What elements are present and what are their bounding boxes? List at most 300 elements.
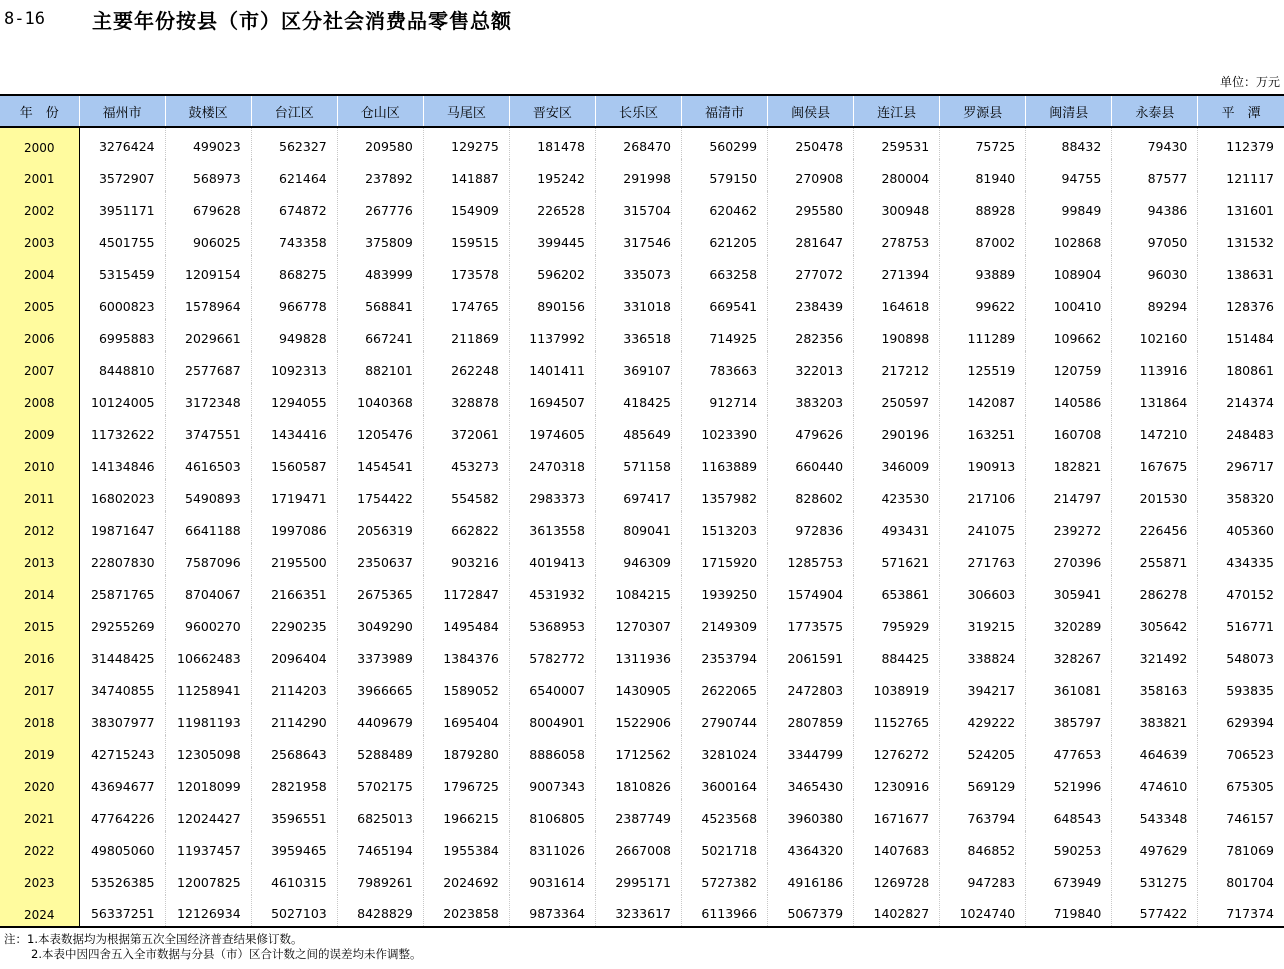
value-cell: 719840 xyxy=(1026,895,1112,927)
value-cell: 140586 xyxy=(1026,383,1112,415)
value-cell: 295580 xyxy=(768,191,854,223)
value-cell: 663258 xyxy=(681,255,767,287)
value-cell: 1589052 xyxy=(423,671,509,703)
value-cell: 100410 xyxy=(1026,287,1112,319)
value-cell: 4610315 xyxy=(251,863,337,895)
value-cell: 717374 xyxy=(1198,895,1284,927)
value-cell: 125519 xyxy=(940,351,1026,383)
value-cell: 31448425 xyxy=(79,639,165,671)
value-cell: 142087 xyxy=(940,383,1026,415)
value-cell: 516771 xyxy=(1198,607,1284,639)
value-cell: 182821 xyxy=(1026,447,1112,479)
value-cell: 12126934 xyxy=(165,895,251,927)
value-cell: 621464 xyxy=(251,159,337,191)
value-cell: 2675365 xyxy=(337,575,423,607)
value-cell: 4501755 xyxy=(79,223,165,255)
value-cell: 195242 xyxy=(509,159,595,191)
value-cell: 1939250 xyxy=(681,575,767,607)
value-cell: 160708 xyxy=(1026,415,1112,447)
value-cell: 1578964 xyxy=(165,287,251,319)
value-cell: 483999 xyxy=(337,255,423,287)
value-cell: 250478 xyxy=(768,127,854,159)
value-cell: 271763 xyxy=(940,543,1026,575)
value-cell: 346009 xyxy=(854,447,940,479)
value-cell: 11732622 xyxy=(79,415,165,447)
value-cell: 214374 xyxy=(1198,383,1284,415)
table-row xyxy=(0,383,1284,415)
value-cell: 912714 xyxy=(681,383,767,415)
value-cell: 8004901 xyxy=(509,703,595,735)
value-cell: 1294055 xyxy=(251,383,337,415)
value-cell: 801704 xyxy=(1198,863,1284,895)
value-cell: 568973 xyxy=(165,159,251,191)
value-cell: 1407683 xyxy=(854,831,940,863)
value-cell: 493431 xyxy=(854,511,940,543)
value-cell: 554582 xyxy=(423,479,509,511)
value-cell: 281647 xyxy=(768,223,854,255)
table-row xyxy=(0,767,1284,799)
year-cell: 2023 xyxy=(0,863,79,895)
value-cell: 89294 xyxy=(1112,287,1198,319)
value-cell: 108904 xyxy=(1026,255,1112,287)
table-row xyxy=(0,511,1284,543)
value-cell: 383203 xyxy=(768,383,854,415)
footnote-1: 注：1.本表数据均为根据第五次全国经济普查结果修订数。 xyxy=(4,932,303,946)
value-cell: 746157 xyxy=(1198,799,1284,831)
table-row xyxy=(0,255,1284,287)
value-cell: 3049290 xyxy=(337,607,423,639)
value-cell: 6825013 xyxy=(337,799,423,831)
table-row xyxy=(0,351,1284,383)
value-cell: 3344799 xyxy=(768,735,854,767)
value-cell: 138631 xyxy=(1198,255,1284,287)
value-cell: 667241 xyxy=(337,319,423,351)
value-cell: 317546 xyxy=(595,223,681,255)
value-cell: 270908 xyxy=(768,159,854,191)
value-cell: 43694677 xyxy=(79,767,165,799)
value-cell: 282356 xyxy=(768,319,854,351)
value-cell: 19871647 xyxy=(79,511,165,543)
table-row xyxy=(0,863,1284,895)
value-cell: 453273 xyxy=(423,447,509,479)
value-cell: 590253 xyxy=(1026,831,1112,863)
value-cell: 335073 xyxy=(595,255,681,287)
value-cell: 305941 xyxy=(1026,575,1112,607)
value-cell: 131864 xyxy=(1112,383,1198,415)
value-cell: 271394 xyxy=(854,255,940,287)
table-row xyxy=(0,479,1284,511)
value-cell: 662822 xyxy=(423,511,509,543)
value-cell: 5027103 xyxy=(251,895,337,927)
value-cell: 147210 xyxy=(1112,415,1198,447)
value-cell: 1401411 xyxy=(509,351,595,383)
value-cell: 12305098 xyxy=(165,735,251,767)
value-cell: 679628 xyxy=(165,191,251,223)
value-cell: 331018 xyxy=(595,287,681,319)
year-cell: 2009 xyxy=(0,415,79,447)
value-cell: 12018099 xyxy=(165,767,251,799)
value-cell: 305642 xyxy=(1112,607,1198,639)
value-cell: 9007343 xyxy=(509,767,595,799)
value-cell: 1773575 xyxy=(768,607,854,639)
value-cell: 375809 xyxy=(337,223,423,255)
value-cell: 358320 xyxy=(1198,479,1284,511)
value-cell: 4916186 xyxy=(768,863,854,895)
value-cell: 548073 xyxy=(1198,639,1284,671)
value-cell: 8704067 xyxy=(165,575,251,607)
value-cell: 81940 xyxy=(940,159,1026,191)
year-cell: 2016 xyxy=(0,639,79,671)
value-cell: 2166351 xyxy=(251,575,337,607)
value-cell: 1152765 xyxy=(854,703,940,735)
value-cell: 2023858 xyxy=(423,895,509,927)
value-cell: 320289 xyxy=(1026,607,1112,639)
value-cell: 328878 xyxy=(423,383,509,415)
value-cell: 16802023 xyxy=(79,479,165,511)
value-cell: 7989261 xyxy=(337,863,423,895)
value-cell: 621205 xyxy=(681,223,767,255)
value-cell: 286278 xyxy=(1112,575,1198,607)
footnotes xyxy=(4,932,421,962)
retail-sales-table xyxy=(0,94,1284,928)
value-cell: 2821958 xyxy=(251,767,337,799)
value-cell: 29255269 xyxy=(79,607,165,639)
value-cell: 42715243 xyxy=(79,735,165,767)
column-header: 闽侯县 xyxy=(768,95,854,127)
value-cell: 238439 xyxy=(768,287,854,319)
value-cell: 4531932 xyxy=(509,575,595,607)
column-header: 福清市 xyxy=(681,95,767,127)
value-cell: 9031614 xyxy=(509,863,595,895)
value-cell: 3613558 xyxy=(509,511,595,543)
value-cell: 1430905 xyxy=(595,671,681,703)
value-cell: 3281024 xyxy=(681,735,767,767)
value-cell: 2577687 xyxy=(165,351,251,383)
value-cell: 10124005 xyxy=(79,383,165,415)
value-cell: 2353794 xyxy=(681,639,767,671)
value-cell: 1513203 xyxy=(681,511,767,543)
value-cell: 1454541 xyxy=(337,447,423,479)
value-cell: 2290235 xyxy=(251,607,337,639)
value-cell: 306603 xyxy=(940,575,1026,607)
value-cell: 1357982 xyxy=(681,479,767,511)
value-cell: 290196 xyxy=(854,415,940,447)
value-cell: 151484 xyxy=(1198,319,1284,351)
value-cell: 93889 xyxy=(940,255,1026,287)
table-row xyxy=(0,319,1284,351)
value-cell: 267776 xyxy=(337,191,423,223)
value-cell: 763794 xyxy=(940,799,1026,831)
value-cell: 593835 xyxy=(1198,671,1284,703)
table-row xyxy=(0,703,1284,735)
value-cell: 1879280 xyxy=(423,735,509,767)
value-cell: 11258941 xyxy=(165,671,251,703)
table-row xyxy=(0,895,1284,927)
value-cell: 828602 xyxy=(768,479,854,511)
value-cell: 270396 xyxy=(1026,543,1112,575)
column-header: 仓山区 xyxy=(337,95,423,127)
column-header-year: 年 份 xyxy=(0,95,79,127)
column-header: 平 潭 xyxy=(1198,95,1284,127)
value-cell: 209580 xyxy=(337,127,423,159)
value-cell: 2387749 xyxy=(595,799,681,831)
value-cell: 336518 xyxy=(595,319,681,351)
value-cell: 248483 xyxy=(1198,415,1284,447)
value-cell: 405360 xyxy=(1198,511,1284,543)
value-cell: 131601 xyxy=(1198,191,1284,223)
value-cell: 1024740 xyxy=(940,895,1026,927)
value-cell: 167675 xyxy=(1112,447,1198,479)
value-cell: 321492 xyxy=(1112,639,1198,671)
value-cell: 1230916 xyxy=(854,767,940,799)
value-cell: 571158 xyxy=(595,447,681,479)
value-cell: 477653 xyxy=(1026,735,1112,767)
value-cell: 2568643 xyxy=(251,735,337,767)
value-cell: 1276272 xyxy=(854,735,940,767)
value-cell: 2114203 xyxy=(251,671,337,703)
value-cell: 121117 xyxy=(1198,159,1284,191)
value-cell: 255871 xyxy=(1112,543,1198,575)
year-cell: 2013 xyxy=(0,543,79,575)
value-cell: 560299 xyxy=(681,127,767,159)
value-cell: 1974605 xyxy=(509,415,595,447)
value-cell: 164618 xyxy=(854,287,940,319)
value-cell: 1285753 xyxy=(768,543,854,575)
table-row xyxy=(0,287,1284,319)
value-cell: 159515 xyxy=(423,223,509,255)
value-cell: 3596551 xyxy=(251,799,337,831)
value-cell: 361081 xyxy=(1026,671,1112,703)
value-cell: 34740855 xyxy=(79,671,165,703)
year-cell: 2001 xyxy=(0,159,79,191)
year-cell: 2021 xyxy=(0,799,79,831)
value-cell: 1270307 xyxy=(595,607,681,639)
value-cell: 102160 xyxy=(1112,319,1198,351)
value-cell: 596202 xyxy=(509,255,595,287)
value-cell: 429222 xyxy=(940,703,1026,735)
value-cell: 214797 xyxy=(1026,479,1112,511)
value-cell: 141887 xyxy=(423,159,509,191)
value-cell: 2667008 xyxy=(595,831,681,863)
value-cell: 966778 xyxy=(251,287,337,319)
value-cell: 972836 xyxy=(768,511,854,543)
value-cell: 328267 xyxy=(1026,639,1112,671)
column-header: 福州市 xyxy=(79,95,165,127)
table-row xyxy=(0,831,1284,863)
value-cell: 319215 xyxy=(940,607,1026,639)
value-cell: 47764226 xyxy=(79,799,165,831)
value-cell: 669541 xyxy=(681,287,767,319)
value-cell: 1172847 xyxy=(423,575,509,607)
column-header: 连江县 xyxy=(854,95,940,127)
year-cell: 2005 xyxy=(0,287,79,319)
value-cell: 97050 xyxy=(1112,223,1198,255)
year-cell: 2003 xyxy=(0,223,79,255)
year-cell: 2007 xyxy=(0,351,79,383)
year-cell: 2010 xyxy=(0,447,79,479)
value-cell: 277072 xyxy=(768,255,854,287)
year-cell: 2004 xyxy=(0,255,79,287)
title-row xyxy=(4,4,512,34)
value-cell: 1092313 xyxy=(251,351,337,383)
value-cell: 369107 xyxy=(595,351,681,383)
data-table-container xyxy=(0,94,1284,928)
value-cell: 6113966 xyxy=(681,895,767,927)
value-cell: 1040368 xyxy=(337,383,423,415)
value-cell: 111289 xyxy=(940,319,1026,351)
value-cell: 226456 xyxy=(1112,511,1198,543)
value-cell: 1023390 xyxy=(681,415,767,447)
value-cell: 579150 xyxy=(681,159,767,191)
value-cell: 497629 xyxy=(1112,831,1198,863)
value-cell: 2983373 xyxy=(509,479,595,511)
value-cell: 890156 xyxy=(509,287,595,319)
value-cell: 180861 xyxy=(1198,351,1284,383)
value-cell: 53526385 xyxy=(79,863,165,895)
year-cell: 2012 xyxy=(0,511,79,543)
value-cell: 706523 xyxy=(1198,735,1284,767)
value-cell: 394217 xyxy=(940,671,1026,703)
value-cell: 120759 xyxy=(1026,351,1112,383)
value-cell: 5368953 xyxy=(509,607,595,639)
value-cell: 2149309 xyxy=(681,607,767,639)
value-cell: 1434416 xyxy=(251,415,337,447)
value-cell: 1966215 xyxy=(423,799,509,831)
value-cell: 6000823 xyxy=(79,287,165,319)
table-row xyxy=(0,671,1284,703)
value-cell: 418425 xyxy=(595,383,681,415)
value-cell: 809041 xyxy=(595,511,681,543)
value-cell: 8448810 xyxy=(79,351,165,383)
table-row xyxy=(0,799,1284,831)
value-cell: 783663 xyxy=(681,351,767,383)
value-cell: 280004 xyxy=(854,159,940,191)
year-cell: 2008 xyxy=(0,383,79,415)
year-cell: 2020 xyxy=(0,767,79,799)
value-cell: 1695404 xyxy=(423,703,509,735)
value-cell: 5288489 xyxy=(337,735,423,767)
year-cell: 2022 xyxy=(0,831,79,863)
value-cell: 2114290 xyxy=(251,703,337,735)
table-row xyxy=(0,223,1284,255)
value-cell: 338824 xyxy=(940,639,1026,671)
value-cell: 3747551 xyxy=(165,415,251,447)
year-cell: 2019 xyxy=(0,735,79,767)
value-cell: 1038919 xyxy=(854,671,940,703)
value-cell: 1384376 xyxy=(423,639,509,671)
unit-label: 单位：万元 xyxy=(1219,75,1280,89)
value-cell: 5021718 xyxy=(681,831,767,863)
value-cell: 571621 xyxy=(854,543,940,575)
value-cell: 2470318 xyxy=(509,447,595,479)
value-cell: 1522906 xyxy=(595,703,681,735)
value-cell: 1402827 xyxy=(854,895,940,927)
value-cell: 464639 xyxy=(1112,735,1198,767)
value-cell: 201530 xyxy=(1112,479,1198,511)
value-cell: 6641188 xyxy=(165,511,251,543)
table-row xyxy=(0,543,1284,575)
value-cell: 946309 xyxy=(595,543,681,575)
value-cell: 906025 xyxy=(165,223,251,255)
value-cell: 3465430 xyxy=(768,767,854,799)
value-cell: 113916 xyxy=(1112,351,1198,383)
value-cell: 884425 xyxy=(854,639,940,671)
value-cell: 543348 xyxy=(1112,799,1198,831)
table-row xyxy=(0,607,1284,639)
value-cell: 383821 xyxy=(1112,703,1198,735)
value-cell: 3572907 xyxy=(79,159,165,191)
value-cell: 12024427 xyxy=(165,799,251,831)
value-cell: 315704 xyxy=(595,191,681,223)
value-cell: 3959465 xyxy=(251,831,337,863)
value-cell: 8428829 xyxy=(337,895,423,927)
value-cell: 291998 xyxy=(595,159,681,191)
value-cell: 524205 xyxy=(940,735,1026,767)
value-cell: 99622 xyxy=(940,287,1026,319)
table-row xyxy=(0,415,1284,447)
column-header: 长乐区 xyxy=(595,95,681,127)
value-cell: 3951171 xyxy=(79,191,165,223)
value-cell: 470152 xyxy=(1198,575,1284,607)
value-cell: 49805060 xyxy=(79,831,165,863)
value-cell: 1754422 xyxy=(337,479,423,511)
year-cell: 2011 xyxy=(0,479,79,511)
value-cell: 629394 xyxy=(1198,703,1284,735)
value-cell: 2472803 xyxy=(768,671,854,703)
value-cell: 1205476 xyxy=(337,415,423,447)
table-header-row xyxy=(0,95,1284,127)
value-cell: 88928 xyxy=(940,191,1026,223)
value-cell: 3373989 xyxy=(337,639,423,671)
value-cell: 2790744 xyxy=(681,703,767,735)
value-cell: 1574904 xyxy=(768,575,854,607)
value-cell: 11937457 xyxy=(165,831,251,863)
value-cell: 5067379 xyxy=(768,895,854,927)
value-cell: 4616503 xyxy=(165,447,251,479)
table-row xyxy=(0,127,1284,159)
table-row xyxy=(0,159,1284,191)
value-cell: 102868 xyxy=(1026,223,1112,255)
value-cell: 3233617 xyxy=(595,895,681,927)
table-row xyxy=(0,575,1284,607)
value-cell: 8886058 xyxy=(509,735,595,767)
value-cell: 296717 xyxy=(1198,447,1284,479)
value-cell: 577422 xyxy=(1112,895,1198,927)
year-cell: 2017 xyxy=(0,671,79,703)
value-cell: 434335 xyxy=(1198,543,1284,575)
value-cell: 4364320 xyxy=(768,831,854,863)
value-cell: 399445 xyxy=(509,223,595,255)
column-header: 晋安区 xyxy=(509,95,595,127)
value-cell: 521996 xyxy=(1026,767,1112,799)
value-cell: 173578 xyxy=(423,255,509,287)
value-cell: 947283 xyxy=(940,863,1026,895)
value-cell: 300948 xyxy=(854,191,940,223)
value-cell: 174765 xyxy=(423,287,509,319)
value-cell: 674872 xyxy=(251,191,337,223)
value-cell: 743358 xyxy=(251,223,337,255)
value-cell: 562327 xyxy=(251,127,337,159)
value-cell: 2024692 xyxy=(423,863,509,895)
value-cell: 3600164 xyxy=(681,767,767,799)
value-cell: 1955384 xyxy=(423,831,509,863)
value-cell: 1163889 xyxy=(681,447,767,479)
value-cell: 5702175 xyxy=(337,767,423,799)
column-header: 台江区 xyxy=(251,95,337,127)
value-cell: 241075 xyxy=(940,511,1026,543)
value-cell: 3172348 xyxy=(165,383,251,415)
value-cell: 531275 xyxy=(1112,863,1198,895)
